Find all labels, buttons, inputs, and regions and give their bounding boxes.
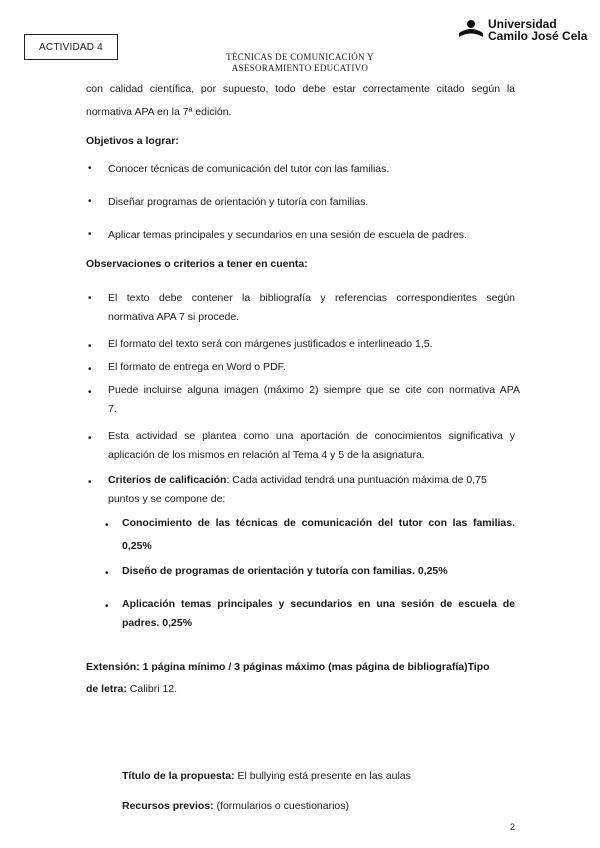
course-title-line1: TÉCNICAS DE COMUNICACIÓN Y bbox=[226, 52, 374, 62]
bullet-icon: • bbox=[88, 387, 92, 398]
observation-item5-line1: Esta actividad se plantea como una aportación de conocimientos significativa y bbox=[108, 430, 515, 442]
objectives-heading: Objetivos a lograr: bbox=[86, 135, 179, 147]
criterion-1-line1: Conocimiento de las técnicas de comunicación del tutor con las familias. bbox=[122, 517, 515, 529]
proposal-title-value: El bullying está presente en las aulas bbox=[237, 770, 411, 782]
extension-line1: Extensión: 1 página mínimo / 3 páginas máximo (mas página de bibliografía)Tipo bbox=[86, 661, 490, 673]
bullet-icon: • bbox=[88, 433, 92, 444]
bullet-icon: • bbox=[105, 520, 109, 531]
logo-line2: Camilo José Cela bbox=[488, 29, 588, 43]
bullet-icon: • bbox=[105, 601, 109, 612]
criterion-2-line1: Diseño de programas de orientación y tutoría con familias. 0,25% bbox=[122, 565, 448, 577]
observation-item1-line1: El texto debe contener la bibliografía y referencias correspondientes según bbox=[108, 292, 515, 304]
bullet-icon: • bbox=[88, 293, 92, 304]
objective-item: Conocer técnicas de comunicación del tutor con las familias. bbox=[108, 163, 390, 175]
bullet-icon: • bbox=[88, 163, 92, 174]
observations-heading: Observaciones o criterios a tener en cuenta: bbox=[86, 258, 308, 270]
font-label: de letra: bbox=[86, 683, 127, 695]
resources-value: (formularios o cuestionarios) bbox=[216, 800, 350, 812]
page-number: 2 bbox=[510, 822, 516, 832]
resources-label: Recursos previos: bbox=[122, 800, 214, 812]
observation-item4-line2: 7. bbox=[108, 403, 117, 415]
intro-line1: con calidad científica, por supuesto, todo debe estar correctamente citado según la bbox=[86, 83, 515, 95]
observation-item2: El formato del texto será con márgenes justificados e interlineado 1,5. bbox=[108, 338, 433, 350]
observation-item3: El formato de entrega en Word o PDF. bbox=[108, 361, 286, 373]
bullet-icon: • bbox=[88, 229, 92, 240]
extension-line2 bbox=[86, 678, 177, 700]
criterion-3-line2: padres. 0,25% bbox=[122, 617, 193, 629]
font-value: Calibri 12. bbox=[129, 683, 178, 695]
bullet-icon: • bbox=[88, 364, 92, 375]
observation-item1-line2: normativa APA 7 si procede. bbox=[108, 311, 240, 323]
activity-badge: ACTIVIDAD 4 bbox=[24, 34, 118, 60]
bullet-icon: • bbox=[88, 196, 92, 207]
intro-line2: normativa APA en la 7ª edición. bbox=[86, 106, 232, 118]
objective-item: Diseñar programas de orientación y tutoría con familias. bbox=[108, 196, 369, 208]
course-title-line2: ASESORAMIENTO EDUCATIVO bbox=[231, 63, 369, 73]
bullet-icon: • bbox=[88, 341, 92, 352]
observation-item6-line2: puntos y se compone de: bbox=[108, 493, 226, 505]
grading-criteria-label: Criterios de calificación bbox=[108, 474, 227, 486]
proposal-title-label: Título de la propuesta: bbox=[122, 770, 235, 782]
observation-item4-line1: Puede incluirse alguna imagen (máximo 2) siempre que se cite con normativa APA bbox=[108, 384, 520, 396]
observation-item5-line2: aplicación de los mismos en relación al Tema 4 y 5 de la asignatura. bbox=[108, 449, 425, 461]
criterion-3-line1: Aplicación temas principales y secundarios en una sesión de escuela de bbox=[122, 598, 515, 610]
criterion-1-line2: 0,25% bbox=[122, 540, 152, 552]
university-logo-icon bbox=[458, 19, 484, 41]
bullet-icon: • bbox=[88, 477, 92, 488]
proposal-resources bbox=[122, 796, 349, 816]
logo-line1: Universidad bbox=[488, 17, 557, 31]
grading-criteria-text: : Cada actividad tendrá una puntuación máxima de 0,75 bbox=[226, 474, 487, 486]
objective-item: Aplicar temas principales y secundarios en una sesión de escuela de padres. bbox=[108, 229, 467, 241]
university-logo bbox=[458, 18, 587, 42]
course-title bbox=[170, 52, 430, 74]
bullet-icon: • bbox=[105, 568, 109, 579]
proposal-title bbox=[122, 766, 411, 786]
